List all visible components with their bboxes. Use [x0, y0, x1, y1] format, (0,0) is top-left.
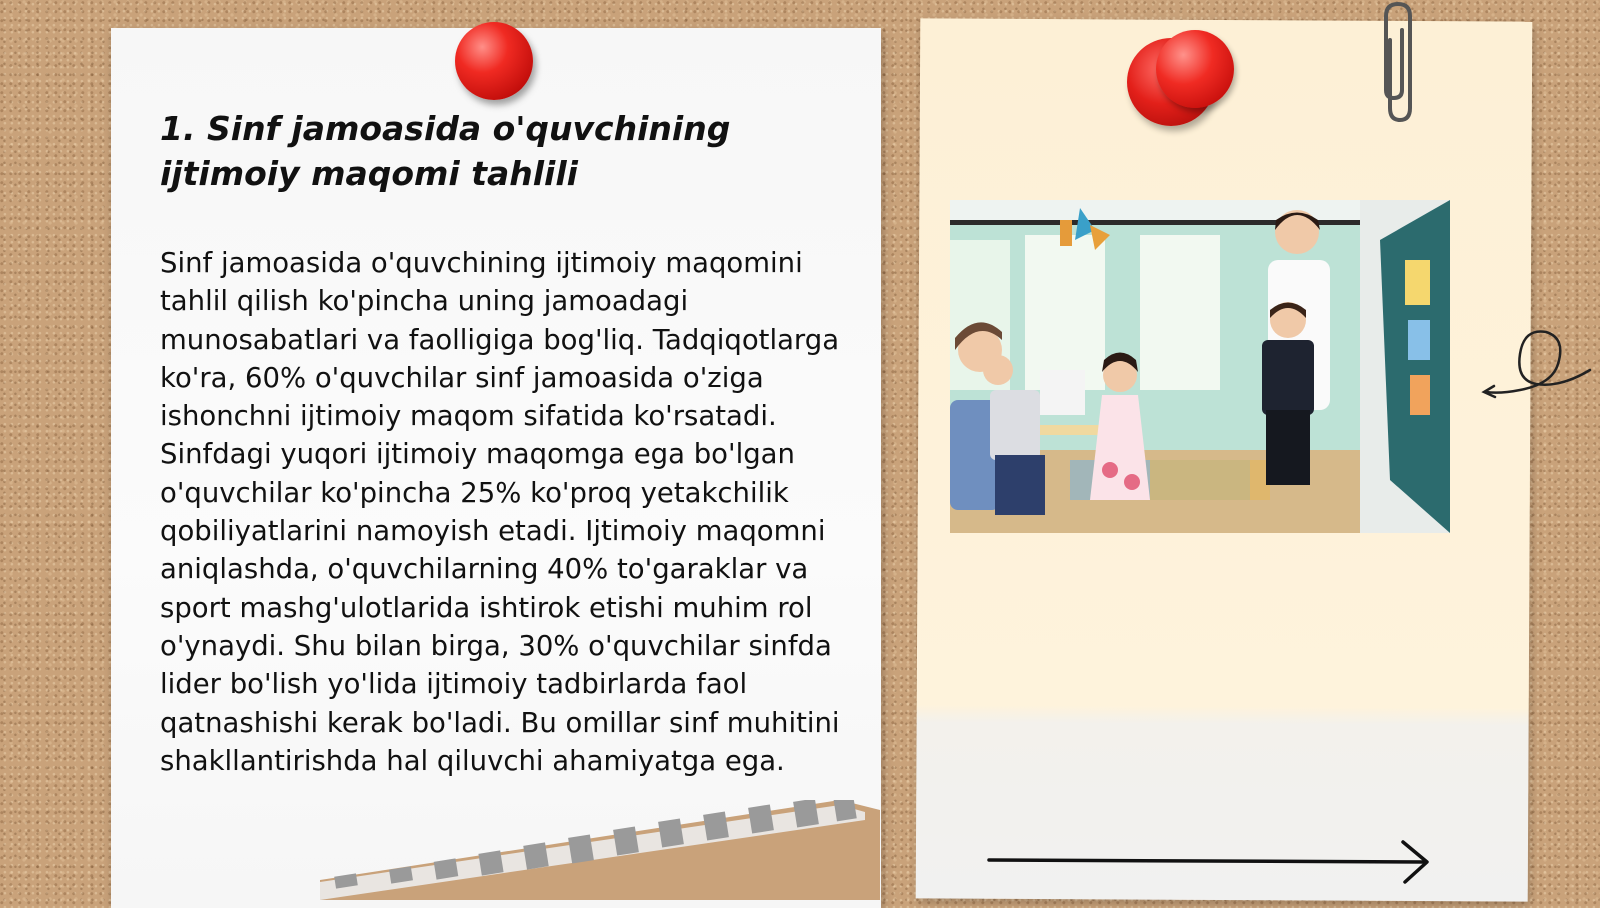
- slide-body-text: Sinf jamoasida o'quvchining ijtimoiy maqomini tahlil qilish ko'pincha uning jamoadagi munosabatlari va faolligiga bog'liq. Tadqiqotlarga ko'ra, 60% o'quvchilar sinf jamoasida o'ziga ishonchni ijtimoiy maqom sifatida ko'rsatadi. Sinfdagi yuqori ijtimoiy maqomga ega bo'lgan o'quvchilar ko'pincha 25% ko'proq yetakchilik qobiliyatlarini namoyish etadi. Ijtimoiy maqomni aniqlashda, o'quvchilarning 40% to'garaklar va sport mashg'ulotlarida ishtirok etishi muhim rol o'ynaydi. Shu bilan birga, 30% o'quvchilar sinfda lider bo'lish yo'lida ijtimoiy tadbirlarda faol qatnashishi kerak bo'ladi. Bu omillar sinf muhitini shakllantirishda hal qiluvchi ahamiyatga ega.: [160, 247, 840, 777]
- slide-title: 1. Sinf jamoasida o'quvchining ijtimoiy maqomi tahlili: [160, 109, 731, 193]
- torn-paper-edge: [320, 800, 880, 900]
- classroom-photo: [950, 200, 1450, 533]
- paperclip-icon: [1376, 0, 1420, 124]
- pushpin-icon: [455, 22, 533, 100]
- arrow-right-icon: [985, 838, 1445, 888]
- pushpin-icon: [1156, 30, 1234, 108]
- curl-doodle-icon: [1480, 310, 1600, 410]
